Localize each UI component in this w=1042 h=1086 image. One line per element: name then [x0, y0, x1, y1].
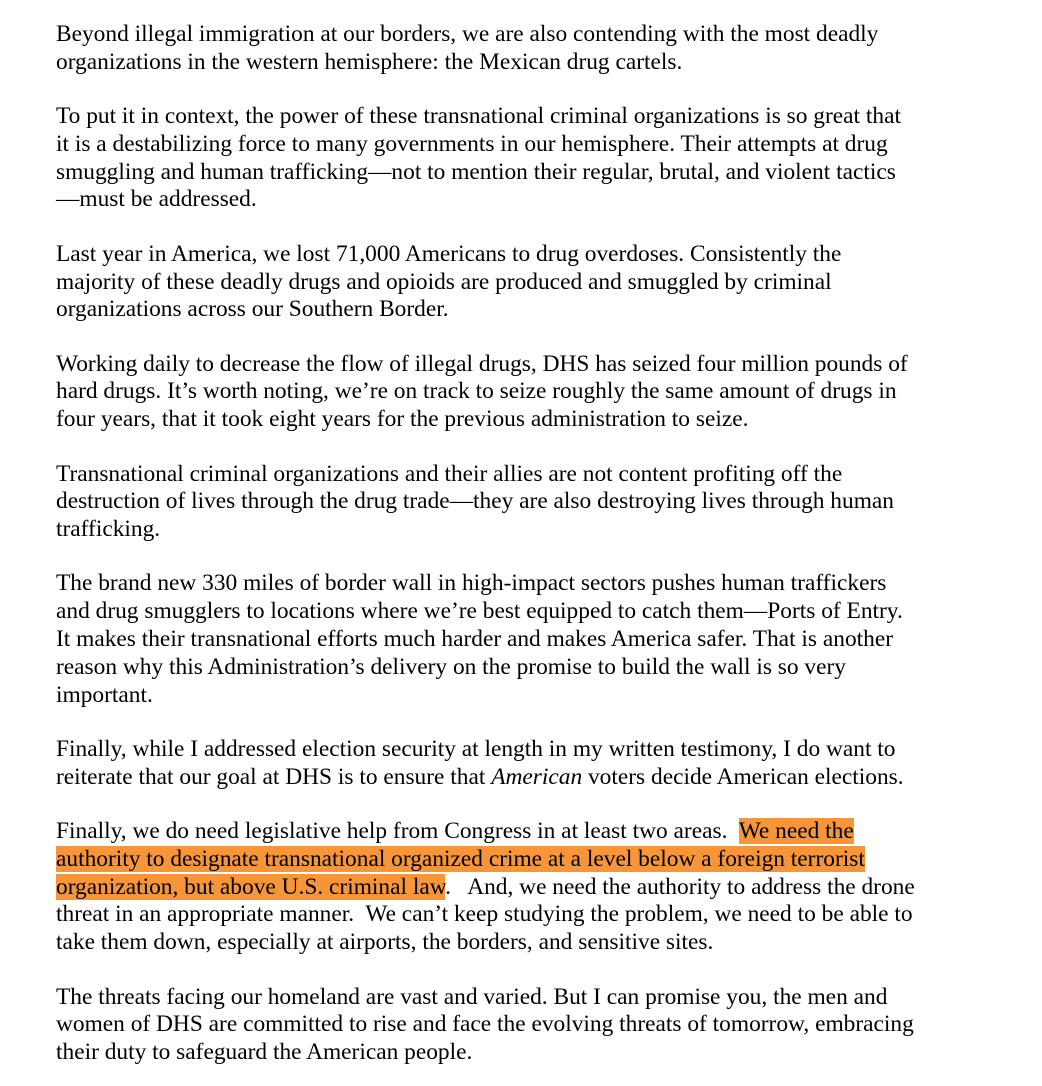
text-line: The threats facing our homeland are vast and varied. But I can promise you, the men and: [56, 983, 888, 1010]
text-line: —must be addressed.: [56, 186, 257, 213]
text-line: smuggling and human trafficking—not to mention their regular, brutal, and violent tactics: [56, 158, 896, 185]
text-line: Working daily to decrease the flow of illegal drugs, DHS has seized four million pounds of: [56, 350, 908, 377]
text-line: Last year in America, we lost 71,000 Americans to drug overdoses. Consistently the: [56, 240, 842, 267]
paragraph-election-security: [56, 736, 1016, 792]
text-line: important.: [56, 681, 153, 708]
paragraph-legislative-help: [56, 818, 1016, 957]
text-line: Finally, while I addressed election security at length in my written testimony, I do want to: [56, 735, 896, 762]
text-line: majority of these deadly drugs and opioids are produced and smuggled by criminal: [56, 268, 832, 295]
text-line: organizations across our Southern Border.: [56, 296, 449, 323]
text-line: organizations in the western hemisphere: the Mexican drug cartels.: [56, 48, 683, 75]
paragraph-overdoses: [56, 241, 1016, 324]
text-segment: . And, we need the authority to address the drone: [445, 873, 915, 900]
highlighted-text: authority to designate transnational organized crime at a level below a foreign terrorist: [56, 845, 865, 872]
text-line: [56, 846, 1016, 874]
text-line: destruction of lives through the drug trade—they are also destroying lives through human: [56, 488, 894, 515]
paragraph-seizures: [56, 351, 1016, 434]
text-line: To put it in context, the power of these transnational criminal organizations is so great that: [56, 103, 901, 130]
text-line: [56, 818, 1016, 846]
text-line: it is a destabilizing force to many governments in our hemisphere. Their attempts at drug: [56, 130, 888, 157]
paragraph-context: [56, 103, 1016, 214]
text-segment: Finally, we do need legislative help from Congress in at least two areas.: [56, 818, 739, 845]
text-line: reason why this Administration’s delivery on the promise to build the wall is so very: [56, 653, 846, 680]
text-line: and drug smugglers to locations where we’re best equipped to catch them—Ports of Entry.: [56, 598, 903, 625]
text-line: their duty to safeguard the American people.: [56, 1039, 473, 1066]
document-body: [56, 21, 1016, 1067]
text-line: [56, 764, 1016, 792]
text-line: Transnational criminal organizations and their allies are not content profiting off the: [56, 460, 843, 487]
text-line: threat in an appropriate manner. We can’t keep studying the problem, we need to be able to: [56, 901, 913, 928]
text-segment: reiterate that our goal at DHS is to ensure that: [56, 763, 492, 790]
text-line: four years, that it took eight years for the previous administration to seize.: [56, 406, 749, 433]
highlighted-text: We need the: [738, 818, 854, 845]
text-line: Beyond illegal immigration at our borders, we are also contending with the most deadly: [56, 21, 879, 47]
highlighted-text: organization, but above U.S. criminal law: [56, 873, 446, 900]
paragraph-cartels: [56, 21, 1016, 77]
paragraph-trafficking: [56, 461, 1016, 544]
text-line: trafficking.: [56, 516, 161, 543]
text-line: [56, 874, 1016, 902]
paragraph-border-wall: [56, 570, 1016, 709]
text-line: take them down, especially at airports, the borders, and sensitive sites.: [56, 929, 714, 956]
text-line: women of DHS are committed to rise and face the evolving threats of tomorrow, embracing: [56, 1011, 914, 1038]
text-line: It makes their transnational efforts much harder and makes America safer. That is another: [56, 626, 894, 653]
text-segment: voters decide American elections.: [582, 763, 904, 790]
text-line: hard drugs. It’s worth noting, we’re on track to seize roughly the same amount of drugs in: [56, 378, 897, 405]
emphasis-american: American: [491, 763, 583, 790]
paragraph-closing: [56, 984, 1016, 1067]
text-line: The brand new 330 miles of border wall in high-impact sectors pushes human traffickers: [56, 570, 887, 597]
